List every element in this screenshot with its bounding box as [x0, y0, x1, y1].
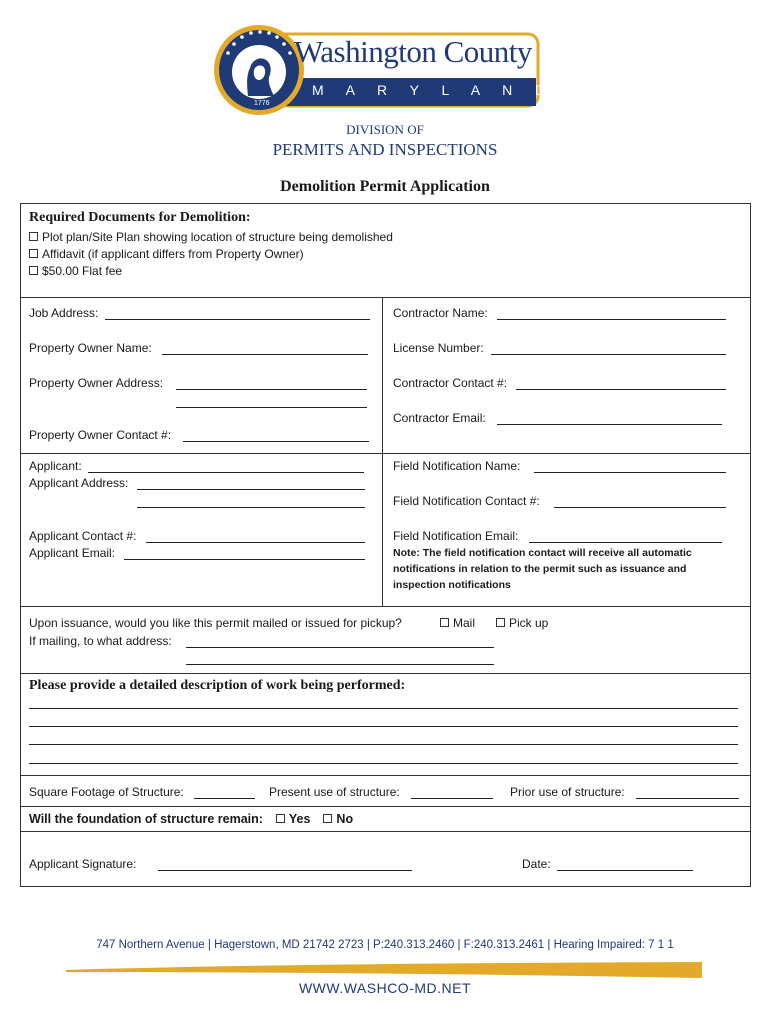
logo-state-name: M A R Y L A N D [312, 82, 551, 98]
footer-swoosh-icon [66, 960, 702, 980]
field-email-label: Field Notification Email: [393, 529, 519, 543]
divider [20, 775, 751, 776]
owner-address-label: Property Owner Address: [29, 376, 164, 390]
owner-address-field[interactable] [176, 389, 367, 390]
contractor-email-label: Contractor Email: [393, 411, 486, 425]
date-label: Date: [522, 857, 551, 871]
foundation-yes-label: Yes [288, 812, 311, 826]
foundation-no-label: No [336, 812, 354, 826]
field-notification-note: Note: The field notification contact will receive all automatic notifications in relation to the permit such as issuance and inspection notifications [393, 547, 692, 591]
job-address-label: Job Address: [29, 306, 99, 320]
footer-address: 747 Northern Avenue | Hagerstown, MD 21742 2723 | P:240.313.2460 | F:240.313.2461 | Hearing Impaired: 7 1 1 [96, 939, 674, 951]
owner-address-field-2[interactable] [176, 407, 367, 408]
description-heading: Please provide a detailed description of work being performed: [29, 678, 406, 693]
present-use-label: Present use of structure: [269, 785, 400, 799]
applicant-contact-field[interactable] [146, 542, 365, 543]
division-name: PERMITS AND INSPECTIONS [272, 140, 498, 159]
job-address-field[interactable] [105, 319, 370, 320]
mail-address-label: If mailing, to what address: [29, 634, 172, 648]
owner-name-field[interactable] [162, 354, 368, 355]
foundation-yes-checkbox[interactable] [276, 814, 285, 823]
field-email-field[interactable] [529, 542, 722, 543]
checkbox[interactable] [29, 249, 38, 258]
divider [20, 297, 751, 298]
required-doc-item: $50.00 Flat fee [29, 264, 122, 278]
contractor-name-field[interactable] [497, 319, 726, 320]
signature-label: Applicant Signature: [29, 857, 137, 871]
field-contact-field[interactable] [554, 507, 726, 508]
county-logo [214, 22, 551, 118]
form-title: Demolition Permit Application [280, 178, 490, 195]
field-contact-label: Field Notification Contact #: [393, 494, 540, 508]
applicant-contact-label: Applicant Contact #: [29, 529, 137, 543]
license-number-field[interactable] [491, 354, 726, 355]
footer-website[interactable]: WWW.WASHCO-MD.NET [298, 980, 472, 996]
owner-contact-field[interactable] [183, 441, 369, 442]
contractor-email-field[interactable] [497, 424, 722, 425]
square-footage-label: Square Footage of Structure: [29, 785, 184, 799]
delivery-question: Upon issuance, would you like this permit mailed or issued for pickup? [29, 616, 402, 630]
divider [20, 673, 751, 674]
license-number-label: License Number: [393, 341, 484, 355]
contractor-contact-label: Contractor Contact #: [393, 376, 508, 390]
description-line[interactable] [29, 726, 738, 727]
prior-use-label: Prior use of structure: [510, 785, 625, 799]
description-line[interactable] [29, 744, 738, 745]
required-docs-heading: Required Documents for Demolition: [29, 210, 251, 225]
divider [20, 606, 751, 607]
foundation-no-checkbox[interactable] [323, 814, 332, 823]
mail-checkbox[interactable] [440, 618, 449, 627]
checkbox[interactable] [29, 232, 38, 241]
applicant-label: Applicant: [29, 459, 82, 473]
mail-address-field-2[interactable] [186, 664, 494, 665]
applicant-address-field[interactable] [137, 489, 365, 490]
square-footage-field[interactable] [194, 798, 255, 799]
field-name-field[interactable] [534, 472, 726, 473]
required-doc-item: Plot plan/Site Plan showing location of structure being demolished [29, 230, 393, 244]
description-line[interactable] [29, 763, 738, 764]
checkbox[interactable] [29, 266, 38, 275]
applicant-field[interactable] [88, 472, 364, 473]
required-doc-item: Affidavit (if applicant differs from Property Owner) [29, 247, 304, 261]
date-field[interactable] [557, 870, 693, 871]
applicant-address-field-2[interactable] [137, 507, 365, 508]
divider [20, 453, 751, 454]
division-of-label: DIVISION OF [346, 122, 424, 137]
foundation-row [29, 812, 353, 826]
signature-field[interactable] [158, 870, 412, 871]
divider [20, 831, 751, 832]
field-name-label: Field Notification Name: [393, 459, 521, 473]
divider [20, 806, 751, 807]
prior-use-field[interactable] [636, 798, 739, 799]
applicant-email-field[interactable] [124, 559, 365, 560]
foundation-question: Will the foundation of structure remain: [29, 812, 263, 826]
column-divider [382, 297, 383, 606]
applicant-email-label: Applicant Email: [29, 546, 116, 560]
mail-address-field[interactable] [186, 647, 494, 648]
owner-contact-label: Property Owner Contact #: [29, 428, 172, 442]
owner-name-label: Property Owner Name: [29, 341, 152, 355]
logo-county-name: Washington County [294, 34, 532, 69]
mail-option[interactable]: Mail [440, 616, 475, 630]
description-line[interactable] [29, 708, 738, 709]
pickup-option[interactable]: Pick up [496, 616, 548, 630]
contractor-name-label: Contractor Name: [393, 306, 488, 320]
present-use-field[interactable] [411, 798, 493, 799]
pickup-checkbox[interactable] [496, 618, 505, 627]
applicant-address-label: Applicant Address: [29, 476, 129, 490]
footer-gold-rule [66, 960, 702, 980]
logo-seal-year: 1776 [254, 100, 270, 107]
contractor-contact-field[interactable] [516, 389, 726, 390]
